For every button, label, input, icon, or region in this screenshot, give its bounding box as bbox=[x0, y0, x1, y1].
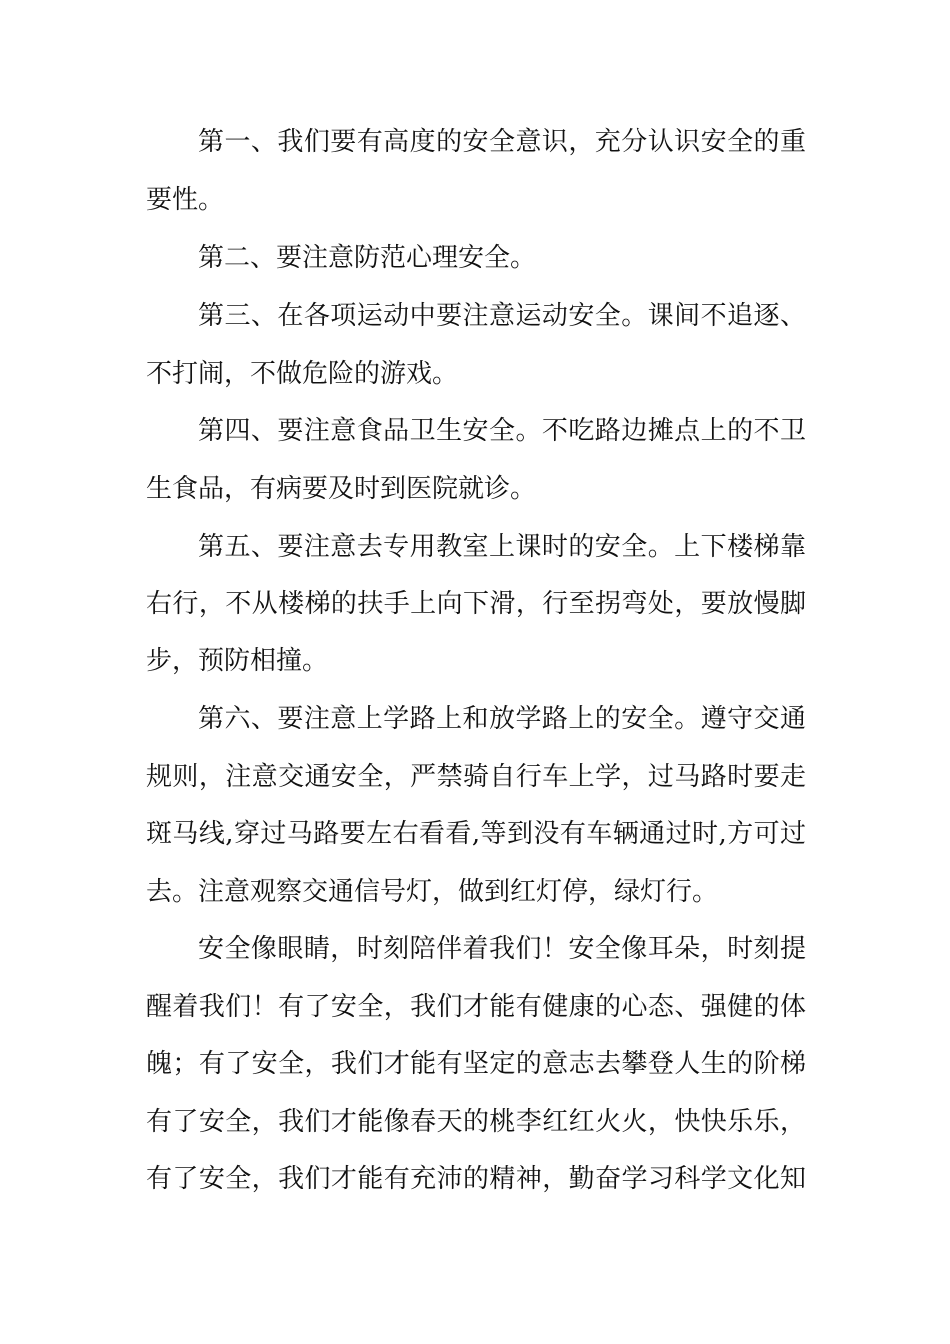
text-line: 不打闹，不做危险的游戏。 bbox=[146, 359, 459, 389]
text-line: 第三、在各项运动中要注意运动安全。课间不追逐、 bbox=[198, 301, 806, 331]
text-line: 规则，注意交通安全，严禁骑自行车上学，过马路时要走 bbox=[146, 762, 806, 792]
text-line: 要性。 bbox=[146, 185, 225, 215]
text-line: 右行，不从楼梯的扶手上向下滑，行至拐弯处，要放慢脚 bbox=[146, 589, 806, 619]
text-line: 步，预防相撞。 bbox=[146, 646, 329, 676]
text-line: 魄；有了安全，我们才能有坚定的意志去攀登人生的阶梯 bbox=[146, 1049, 806, 1079]
text-line: 醒着我们！有了安全，我们才能有健康的心态、强健的体 bbox=[146, 992, 806, 1022]
text-line: 第五、要注意去专用教室上课时的安全。上下楼梯靠 bbox=[198, 532, 806, 562]
text-line: 第六、要注意上学路上和放学路上的安全。遵守交通 bbox=[198, 704, 806, 734]
text-line: 安全像眼睛，时刻陪伴着我们！安全像耳朵，时刻提 bbox=[198, 934, 806, 964]
text-line: 生食品，有病要及时到医院就诊。 bbox=[146, 474, 537, 504]
text-line: 第二、要注意防范心理安全。 bbox=[198, 243, 537, 273]
text-line: 第一、我们要有高度的安全意识，充分认识安全的重 bbox=[198, 127, 806, 157]
text-line: 有了安全，我们才能像春天的桃李红红火火，快快乐乐， bbox=[146, 1107, 806, 1137]
text-line: 去。注意观察交通信号灯，做到红灯停，绿灯行。 bbox=[146, 877, 719, 907]
text-line: 斑马线,穿过马路要左右看看,等到没有车辆通过时,方可过 bbox=[146, 819, 806, 849]
text-line: 有了安全，我们才能有充沛的精神，勤奋学习科学文化知 bbox=[146, 1164, 806, 1194]
text-line: 第四、要注意食品卫生安全。不吃路边摊点上的不卫 bbox=[198, 416, 806, 446]
